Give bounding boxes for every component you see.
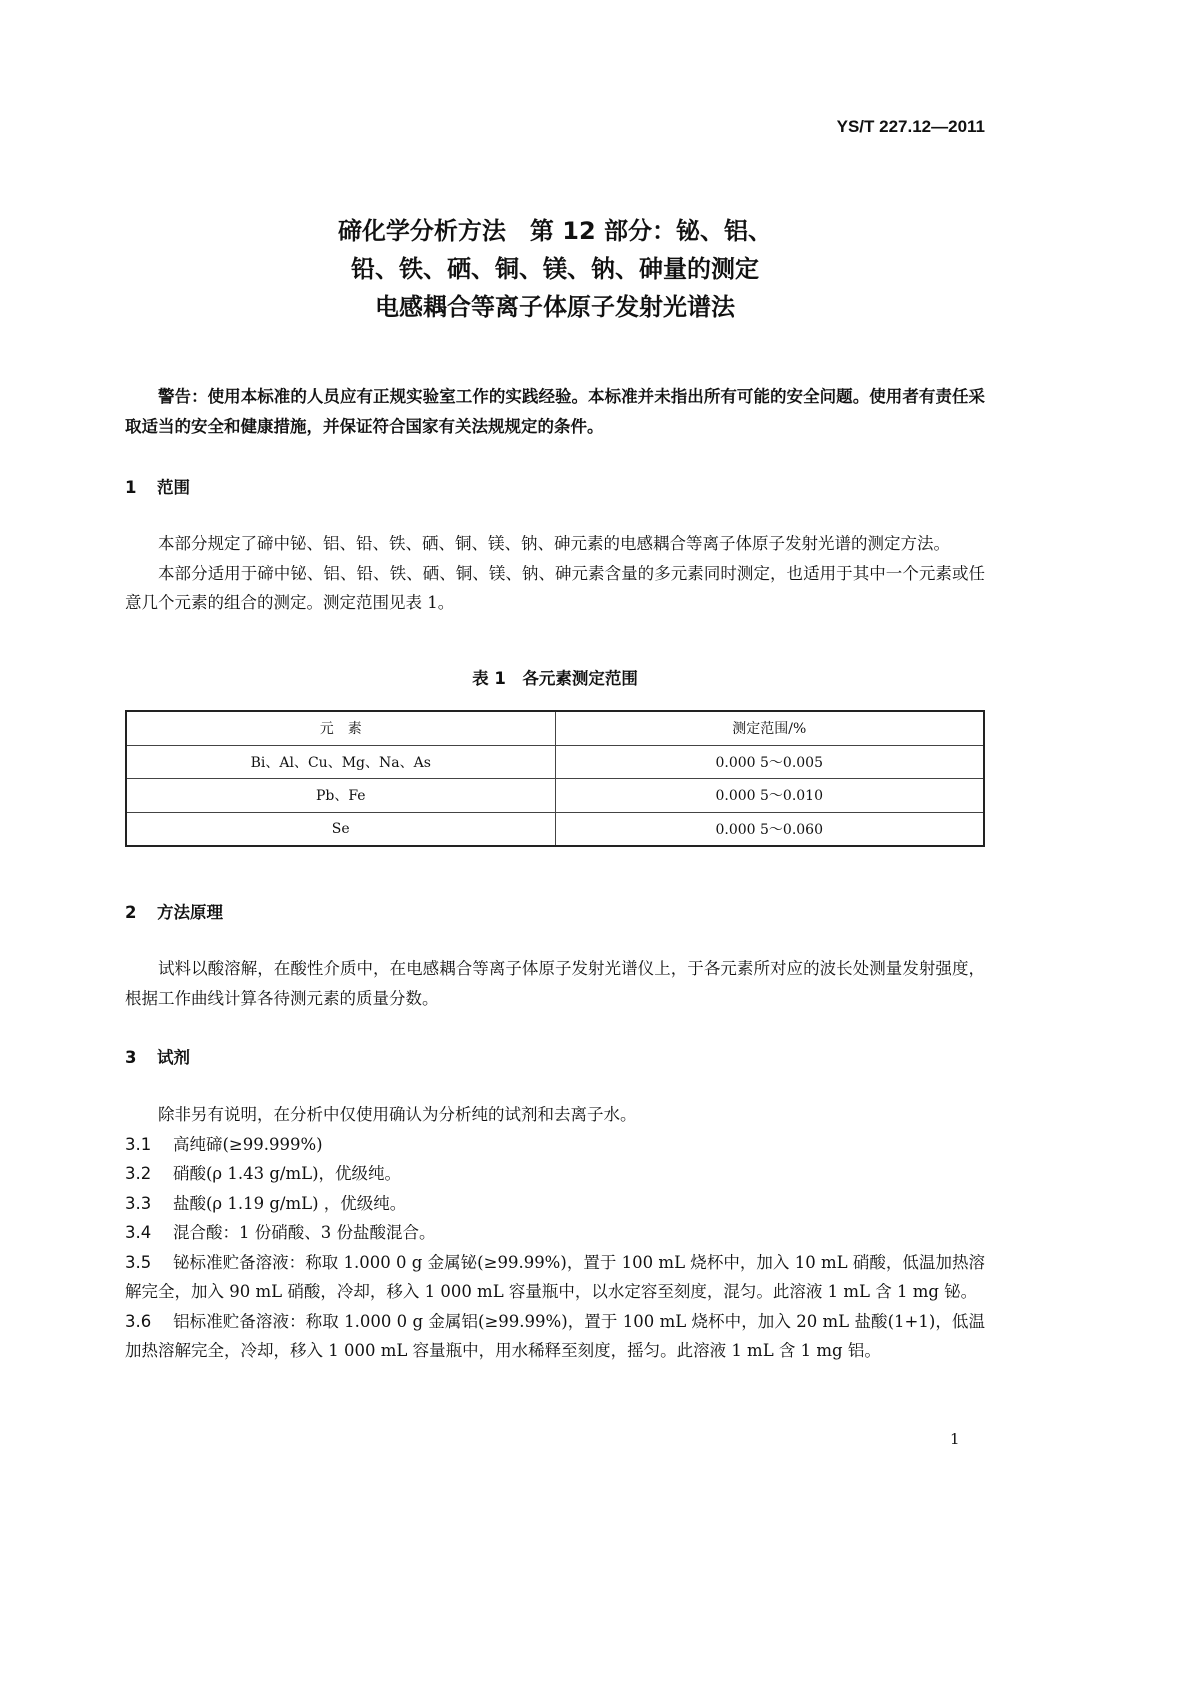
paragraph: 本部分规定了碲中铋、铝、铅、铁、硒、铜、镁、钠、砷元素的电感耦合等离子体原子发射光谱的测定方法。: [158, 534, 950, 553]
item-number: 3.5: [125, 1252, 152, 1272]
document-title: [125, 212, 985, 326]
range-table: [125, 710, 985, 847]
element-cell: Bi、Al、Cu、Mg、Na、As: [126, 745, 555, 779]
range-cell: 0.000 5～0.005: [555, 745, 984, 779]
title-line-3: 电感耦合等离子体原子发射光谱法: [375, 293, 735, 321]
title-line-1: 碲化学分析方法 第 12 部分：铋、铝、: [337, 217, 773, 245]
section-title: 范围: [157, 478, 190, 497]
item-text: 铝标准贮备溶液：称取 1.000 0 g 金属铝(≥99.99%)，置于 100 mL 烧杯中，加入 20 mL 盐酸(1+1)，低温加热溶解完全，冷却，移入 1 000 mL 容量瓶中，用水稀释至刻度，摇匀。此溶液 1 mL 含 1 mg 铝。: [125, 1311, 985, 1360]
element-cell: Se: [126, 812, 555, 846]
reagent-item: [125, 1189, 985, 1219]
section-3-heading: [125, 1044, 190, 1068]
section-1-heading: [125, 474, 190, 498]
table-row: [126, 745, 984, 779]
item-text: 硝酸(ρ 1.43 g/mL)，优级纯。: [173, 1164, 402, 1183]
item-text: 盐酸(ρ 1.19 g/mL) ，优级纯。: [173, 1193, 407, 1213]
section-number: 2: [125, 903, 137, 922]
table-row: [126, 779, 984, 813]
section-title: 方法原理: [157, 903, 223, 922]
paragraph: 本部分适用于碲中铋、铝、铅、铁、硒、铜、镁、钠、砷元素含量的多元素同时测定，也适用于其中一个元素或任意几个元素的组合的测定。测定范围见表 1。: [125, 563, 985, 612]
reagent-item: [125, 1130, 985, 1160]
item-text: 高纯碲(≥99.999%): [173, 1134, 323, 1154]
item-number: 3.4: [125, 1223, 152, 1242]
element-cell: Pb、Fe: [126, 779, 555, 813]
range-cell: 0.000 5～0.060: [555, 812, 984, 846]
header-cell: 测定范围/%: [555, 711, 984, 745]
reagent-item: [125, 1248, 985, 1307]
warning-paragraph: 警告：使用本标准的人员应有正规实验室工作的实践经验。本标准并未指出所有可能的安全问题。使用者有责任采取适当的安全和健康措施，并保证符合国家有关法规规定的条件。: [125, 387, 985, 436]
item-number: 3.3: [125, 1193, 152, 1213]
item-number: 3.2: [125, 1164, 152, 1183]
standard-number: YS/T 227.12—2011: [836, 117, 985, 136]
section-3-body: [125, 1100, 985, 1366]
item-text: 混合酸：1 份硝酸、3 份盐酸混合。: [173, 1223, 436, 1242]
table-row: [126, 812, 984, 846]
table-header-row: [126, 711, 984, 745]
item-text: 铋标准贮备溶液：称取 1.000 0 g 金属铋(≥99.99%)，置于 100 mL 烧杯中，加入 10 mL 硝酸，低温加热溶解完全，加入 90 mL 硝酸，冷却，移入 1 000 mL 容量瓶中，以水定容至刻度，混匀。此溶液 1 mL 含 1 mg 铋。: [125, 1252, 985, 1301]
section-2-heading: [125, 899, 223, 923]
paragraph: 除非另有说明，在分析中仅使用确认为分析纯的试剂和去离子水。: [158, 1105, 637, 1124]
table-caption: 表 1 各元素测定范围: [472, 669, 638, 688]
title-line-2: 铅、铁、硒、铜、镁、钠、砷量的测定: [351, 255, 759, 283]
reagent-item: [125, 1218, 985, 1248]
reagent-item: [125, 1159, 985, 1189]
page-number: 1: [950, 1430, 960, 1448]
header-cell: 元 素: [126, 711, 555, 745]
section-number: 3: [125, 1048, 137, 1067]
section-number: 1: [125, 478, 137, 497]
section-title: 试剂: [157, 1048, 190, 1067]
range-cell: 0.000 5～0.010: [555, 779, 984, 813]
item-number: 3.1: [125, 1134, 152, 1154]
section-2-body: 试料以酸溶解，在酸性介质中，在电感耦合等离子体原子发射光谱仪上，于各元素所对应的波长处测量发射强度，根据工作曲线计算各待测元素的质量分数。: [125, 959, 985, 1008]
reagent-item: [125, 1307, 985, 1366]
item-number: 3.6: [125, 1311, 152, 1331]
section-1-body: [125, 529, 985, 618]
